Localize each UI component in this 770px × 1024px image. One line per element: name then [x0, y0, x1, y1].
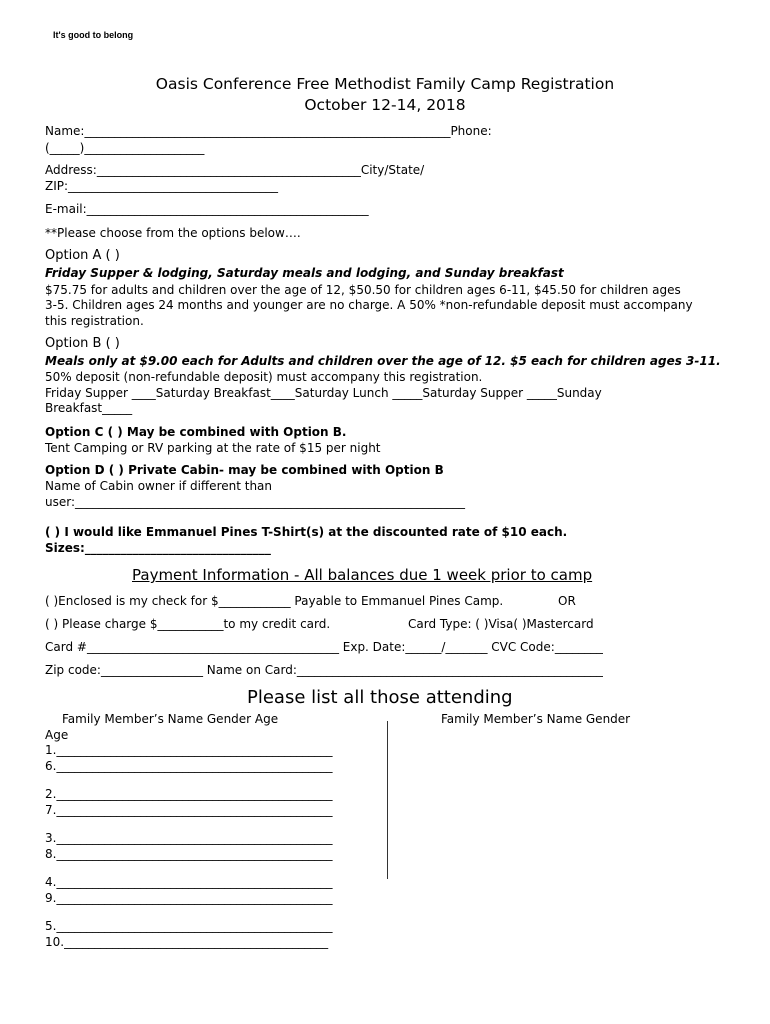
- cabin-owner-field[interactable]: user:_________________________________________________________________: [45, 495, 466, 509]
- email-field[interactable]: E-mail:_______________________________________________: [45, 202, 369, 216]
- attendee-row[interactable]: 7.______________________________________________: [45, 803, 333, 817]
- option-a-subtitle: Friday Supper & lodging, Saturday meals and lodging, and Sunday breakfast: [45, 266, 564, 280]
- option-c-heading[interactable]: Option C ( ) May be combined with Option B.: [45, 425, 347, 439]
- form-title: Oasis Conference Free Methodist Family Camp Registration: [155, 75, 615, 93]
- tshirt-sizes-field[interactable]: Sizes:_______________________________: [45, 541, 271, 555]
- attendee-row[interactable]: 8.______________________________________________: [45, 847, 333, 861]
- option-c-line: Tent Camping or RV parking at the rate of $15 per night: [45, 441, 381, 455]
- payment-heading: Payment Information - All balances due 1 week prior to camp: [132, 566, 593, 584]
- column-divider: [387, 721, 388, 879]
- charge-option[interactable]: ( ) Please charge $___________to my credit card.: [45, 617, 331, 631]
- card-type-field[interactable]: Card Type: ( )Visa( )Mastercard: [408, 617, 594, 631]
- attendee-row[interactable]: 4.______________________________________________: [45, 875, 333, 889]
- zip-field[interactable]: ZIP:___________________________________: [45, 179, 279, 193]
- attendee-row[interactable]: 2.______________________________________________: [45, 787, 333, 801]
- address-field[interactable]: Address:____________________________________________City/State/: [45, 163, 425, 177]
- payment-or: OR: [558, 594, 576, 608]
- tshirt-option[interactable]: ( ) I would like Emmanuel Pines T-Shirt(s) at the discounted rate of $10 each.: [45, 525, 568, 539]
- option-a-line: this registration.: [45, 314, 144, 328]
- option-d-heading[interactable]: Option D ( ) Private Cabin- may be combined with Option B: [45, 463, 444, 477]
- phone-field[interactable]: (_____)____________________: [45, 141, 205, 155]
- attendee-row[interactable]: 6.______________________________________________: [45, 759, 333, 773]
- tagline: It's good to belong: [53, 30, 134, 40]
- attendee-row[interactable]: 9.______________________________________________: [45, 891, 333, 905]
- card-zip-field[interactable]: Zip code:_________________ Name on Card:___________________________________________________: [45, 663, 603, 677]
- card-number-field[interactable]: Card #__________________________________________ Exp. Date:______/_______ CVC Code:________: [45, 640, 603, 654]
- form-date: October 12-14, 2018: [304, 96, 466, 114]
- instructions: **Please choose from the options below….: [45, 226, 301, 240]
- check-option[interactable]: ( )Enclosed is my check for $____________ Payable to Emmanuel Pines Camp.: [45, 594, 504, 608]
- attendee-row[interactable]: 3.______________________________________________: [45, 831, 333, 845]
- attendee-row[interactable]: 1.______________________________________________: [45, 743, 333, 757]
- option-b-subtitle: Meals only at $9.00 each for Adults and children over the age of 12. $5 each for children ages 3-11.: [45, 354, 721, 368]
- attendees-right-header: Family Member’s Name Gender: [441, 712, 631, 726]
- name-field[interactable]: Name:_____________________________________________________________Phone:: [45, 124, 492, 138]
- option-a-heading[interactable]: Option A ( ): [45, 248, 120, 263]
- attendees-left-header: Family Member’s Name Gender Age: [62, 712, 279, 726]
- option-b-meals[interactable]: Friday Supper ____Saturday Breakfast____Saturday Lunch _____Saturday Supper _____Sunday: [45, 386, 602, 400]
- option-b-heading[interactable]: Option B ( ): [45, 336, 120, 351]
- attendee-row[interactable]: 5.______________________________________________: [45, 919, 333, 933]
- age-label: Age: [45, 728, 69, 742]
- option-b-line: 50% deposit (non-refundable deposit) must accompany this registration.: [45, 370, 483, 384]
- option-a-line: 3-5. Children ages 24 months and younger are no charge. A 50% *non-refundable deposit must accompany: [45, 298, 693, 312]
- option-d-line: Name of Cabin owner if different than: [45, 479, 273, 493]
- option-b-meals[interactable]: Breakfast_____: [45, 401, 133, 415]
- option-a-line: $75.75 for adults and children over the age of 12, $50.50 for children ages 6-11, $45.50 for children ages: [45, 283, 681, 297]
- attendees-heading: Please list all those attending: [247, 687, 513, 708]
- attendee-row[interactable]: 10.____________________________________________: [45, 935, 329, 949]
